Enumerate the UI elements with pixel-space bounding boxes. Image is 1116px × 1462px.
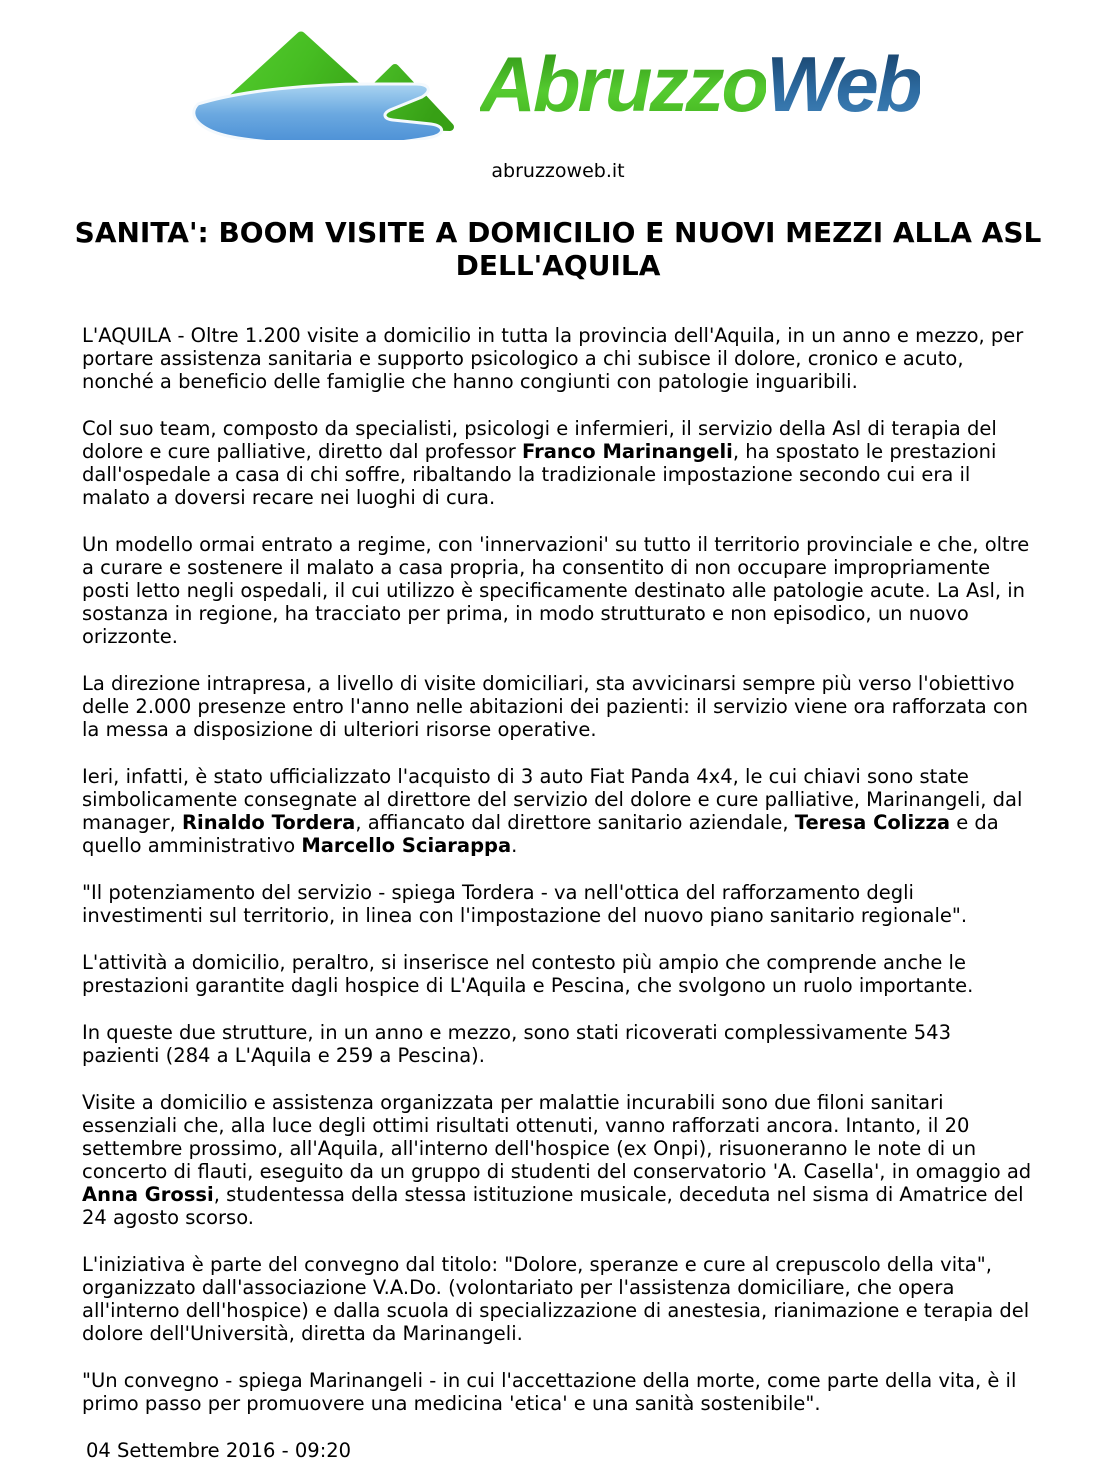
logo-text-abruzzo: Abruzzo: [479, 40, 767, 128]
article-paragraph: "Un convegno - spiega Marinangeli - in cui l'accettazione della morte, come parte della vita, è il primo passo per promuovere una medicina 'etica' e una sanità sostenibile".: [82, 1369, 1017, 1415]
article-paragraph: L'iniziativa è parte del convegno dal titolo: "Dolore, speranze e cure al crepuscolo della vita", organizzato dall'associazione V.A.Do. (volontariato per l'assistenza domiciliare, che opera all'interno dell'hospice) e dalla scuola di specializzazione di anestesia, rianimazione e terapia del dolore dell'Università, diretta da Marinangeli.: [82, 1253, 1030, 1345]
article-paragraph: La direzione intrapresa, a livello di visite domiciliari, sta avvicinarsi sempre più verso l'obiettivo delle 2.000 presenze entro l'anno nelle abitazioni dei pazienti: il servizio viene ora rafforzata con la messa a disposizione di ulteriori risorse operative.: [82, 672, 1028, 741]
article-datetime: 04 Settembre 2016 - 09:20: [86, 1439, 352, 1462]
article-paragraph: Ieri, infatti, è stato ufficializzato l'acquisto di 3 auto Fiat Panda 4x4, le cui chiavi sono state simbolicamente consegnate al direttore del servizio del dolore e cure palliative, Marinangeli, dal manager, Rinaldo Tordera, affiancato dal direttore sanitario aziendale, Teresa Colizza e da quello amministrativo Marcello Sciarappa.: [82, 765, 1023, 857]
article-paragraph: Visite a domicilio e assistenza organizzata per malattie incurabili sono due filoni sanitari essenziali che, alla luce degli ottimi risultati ottenuti, vanno rafforzati ancora. Intanto, il 20 settembre prossimo, all'Aquila, all'interno dell'hospice (ex Onpi), risuoneranno le note di un concerto di flauti, eseguito da un gruppo di studenti del conservatorio 'A. Casella', in omaggio ad Anna Grossi, studentessa della stessa istituzione musicale, deceduta nel sisma di Amatrice del 24 agosto scorso.: [82, 1091, 1032, 1229]
article-paragraph: "Il potenziamento del servizio - spiega Tordera - va nell'ottica del rafforzamento degli investimenti sul territorio, in linea con l'impostazione del nuovo piano sanitario regionale".: [82, 881, 968, 927]
site-url: abruzzoweb.it: [491, 160, 625, 182]
article-body: [82, 324, 1034, 1415]
article-paragraph: Un modello ormai entrato a regime, con 'innervazioni' su tutto il territorio provinciale e che, oltre a curare e sostenere il malato a casa propria, ha consentito di non occupare impropriamente posti letto negli ospedali, il cui utilizzo è specificamente destinato alle patologie acute. La Asl, in sostanza in regione, ha tracciato per prima, in modo strutturato e non episodico, un nuovo orizzonte.: [82, 533, 1030, 648]
article-paragraph: L'AQUILA - Oltre 1.200 visite a domicilio in tutta la provincia dell'Aquila, in un anno e mezzo, per portare assistenza sanitaria e supporto psicologico a chi subisce il dolore, cronico e acuto, nonché a beneficio delle famiglie che hanno congiunti con patologie inguaribili.: [82, 324, 1024, 393]
logo-text-web: Web: [766, 40, 921, 128]
article-title: SANITA': BOOM VISITE A DOMICILIO E NUOVI MEZZI ALLA ASL DELL'AQUILA: [74, 216, 1042, 282]
article-paragraph: L'attività a domicilio, peraltro, si inserisce nel contesto più ampio che comprende anche le prestazioni garantite dagli hospice di L'Aquila e Pescina, che svolgono un ruolo importante.: [82, 951, 974, 997]
mountains-river-icon: [188, 28, 456, 140]
article-paragraph: Col suo team, composto da specialisti, psicologi e infermieri, il servizio della Asl di terapia del dolore e cure palliative, diretto dal professor Franco Marinangeli, ha spostato le prestazioni dall'ospedale a casa di chi soffre, ribaltando la tradizionale impostazione secondo cui era il malato a doversi recare nei luoghi di cura.: [82, 417, 997, 509]
abruzzoweb-logo[interactable]: [0, 30, 1116, 138]
article-paragraph: In queste due strutture, in un anno e mezzo, sono stati ricoverati complessivamente 543 pazienti (284 a L'Aquila e 259 a Pescina).: [82, 1021, 951, 1067]
logo-wordmark: [479, 40, 929, 128]
